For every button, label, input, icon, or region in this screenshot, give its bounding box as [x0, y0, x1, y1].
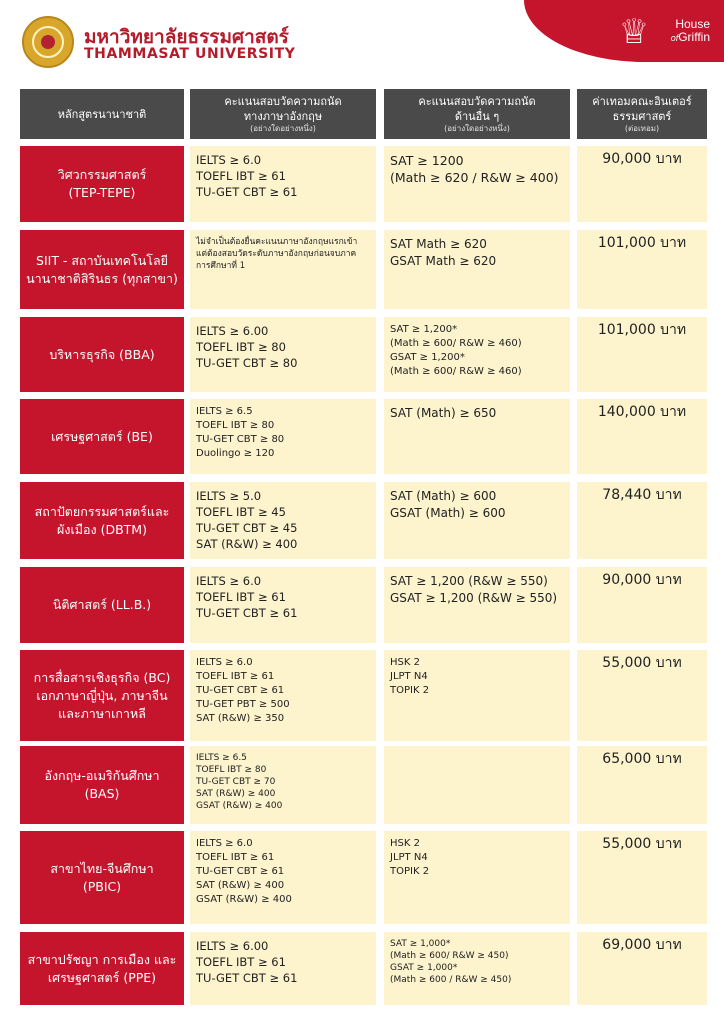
program-name-cell: SIIT - สถาบันเทคโนโลยี นานาชาติสิรินธร (ทุกสาขา) — [20, 230, 184, 309]
tuition-fee-cell: 65,000 บาท — [577, 746, 707, 824]
english-requirement-cell: IELTS ≥ 5.0 TOEFL IBT ≥ 45 TU-GET CBT ≥ 45 SAT (R&W) ≥ 400 — [190, 482, 376, 559]
tuition-fee-cell: 69,000 บาท — [577, 932, 707, 1005]
other-requirement-cell: SAT Math ≥ 620 GSAT Math ≥ 620 — [384, 230, 570, 309]
column-header-subtitle: (อย่างใดอย่างหนึ่ง) — [250, 124, 316, 133]
program-name-cell: เศรษฐศาสตร์ (BE) — [20, 399, 184, 474]
other-requirement-cell: SAT ≥ 1,200* (Math ≥ 600/ R&W ≥ 460) GSAT ≥ 1,200* (Math ≥ 600/ R&W ≥ 460) — [384, 317, 570, 392]
other-requirement-cell: SAT (Math) ≥ 600 GSAT (Math) ≥ 600 — [384, 482, 570, 559]
english-requirement-cell: IELTS ≥ 6.0 TOEFL IBT ≥ 61 TU-GET CBT ≥ 61 — [190, 146, 376, 222]
other-requirement-cell: SAT ≥ 1200 (Math ≥ 620 / R&W ≥ 400) — [384, 146, 570, 222]
tuition-fee-cell: 140,000 บาท — [577, 399, 707, 474]
column-header-program — [20, 89, 184, 139]
other-requirement-cell: SAT (Math) ≥ 650 — [384, 399, 570, 474]
program-name-cell: สาขาไทย-จีนศึกษา (PBIC) — [20, 831, 184, 924]
english-requirement-cell: IELTS ≥ 6.0 TOEFL IBT ≥ 61 TU-GET CBT ≥ 61 TU-GET PBT ≥ 500 SAT (R&W) ≥ 350 — [190, 650, 376, 741]
english-requirement-cell: IELTS ≥ 6.0 TOEFL IBT ≥ 61 TU-GET CBT ≥ 61 SAT (R&W) ≥ 400 GSAT (R&W) ≥ 400 — [190, 831, 376, 924]
other-requirement-cell: SAT ≥ 1,200 (R&W ≥ 550) GSAT ≥ 1,200 (R&W ≥ 550) — [384, 567, 570, 643]
brand-line-2: Griffin — [678, 30, 710, 44]
other-requirement-cell: HSK 2 JLPT N4 TOPIK 2 — [384, 831, 570, 924]
program-name-cell: วิศวกรรมศาสตร์ (TEP-TEPE) — [20, 146, 184, 222]
tuition-fee-cell: 55,000 บาท — [577, 831, 707, 924]
university-name-english: THAMMASAT UNIVERSITY — [84, 46, 296, 62]
tuition-fee-cell: 101,000 บาท — [577, 230, 707, 309]
column-header-title: คะแนนสอบวัดความถนัด ทางภาษาอังกฤษ — [224, 95, 342, 123]
house-of-griffin-logo — [671, 18, 710, 45]
english-requirement-cell: ไม่จำเป็นต้องยื่นคะแนนภาษาอังกฤษแรกเข้า แต่ต้องสอบวัดระดับภาษาอังกฤษก่อนจบภาค การศึกษาที่ 1 — [190, 230, 376, 309]
english-requirement-cell: IELTS ≥ 6.5 TOEFL IBT ≥ 80 TU-GET CBT ≥ 70 SAT (R&W) ≥ 400 GSAT (R&W) ≥ 400 — [190, 746, 376, 824]
column-header-title: ค่าเทอมคณะอินเตอร์ ธรรมศาสตร์ — [592, 95, 692, 123]
column-header-fee — [577, 89, 707, 139]
program-name-cell: บริหารธุรกิจ (BBA) — [20, 317, 184, 392]
english-requirement-cell: IELTS ≥ 6.00 TOEFL IBT ≥ 61 TU-GET CBT ≥ 61 — [190, 932, 376, 1005]
english-requirement-cell: IELTS ≥ 6.0 TOEFL IBT ≥ 61 TU-GET CBT ≥ 61 — [190, 567, 376, 643]
other-requirement-cell — [384, 746, 570, 824]
brand-line-1: House — [675, 17, 710, 31]
column-header-subtitle: (ต่อเทอม) — [624, 124, 660, 133]
column-header-title: หลักสูตรนานาชาติ — [57, 107, 147, 121]
tuition-fee-cell: 55,000 บาท — [577, 650, 707, 741]
tuition-fee-cell: 101,000 บาท — [577, 317, 707, 392]
tuition-fee-cell: 90,000 บาท — [577, 567, 707, 643]
program-name-cell: สาขาปรัชญา การเมือง และ เศรษฐศาสตร์ (PPE) — [20, 932, 184, 1005]
program-name-cell: นิติศาสตร์ (LL.B.) — [20, 567, 184, 643]
program-name-cell: สถาปัตยกรรมศาสตร์และ ผังเมือง (DBTM) — [20, 482, 184, 559]
program-name-cell: อังกฤษ-อเมริกันศึกษา (BAS) — [20, 746, 184, 824]
university-seal-logo — [22, 16, 74, 68]
griffin-icon: ♕ — [618, 12, 650, 52]
program-name-cell: การสื่อสารเชิงธุรกิจ (BC) เอกภาษาญี่ปุ่น, ภาษาจีน และภาษาเกาหลี — [20, 650, 184, 741]
other-requirement-cell: HSK 2 JLPT N4 TOPIK 2 — [384, 650, 570, 741]
english-requirement-cell: IELTS ≥ 6.5 TOEFL IBT ≥ 80 TU-GET CBT ≥ 80 Duolingo ≥ 120 — [190, 399, 376, 474]
tuition-fee-cell: 78,440 บาท — [577, 482, 707, 559]
university-name-thai: มหาวิทยาลัยธรรมศาสตร์ — [84, 26, 289, 48]
english-requirement-cell: IELTS ≥ 6.00 TOEFL IBT ≥ 80 TU-GET CBT ≥ 80 — [190, 317, 376, 392]
tuition-fee-cell: 90,000 บาท — [577, 146, 707, 222]
column-header-other — [384, 89, 570, 139]
column-header-english — [190, 89, 376, 139]
page-header — [0, 0, 724, 86]
column-header-title: คะแนนสอบวัดความถนัด ด้านอื่น ๆ — [418, 95, 536, 123]
brand-of: of — [670, 33, 679, 43]
column-header-subtitle: (อย่างใดอย่างหนึ่ง) — [444, 124, 510, 133]
other-requirement-cell: SAT ≥ 1,000* (Math ≥ 600/ R&W ≥ 450) GSAT ≥ 1,000* (Math ≥ 600 / R&W ≥ 450) — [384, 932, 570, 1005]
